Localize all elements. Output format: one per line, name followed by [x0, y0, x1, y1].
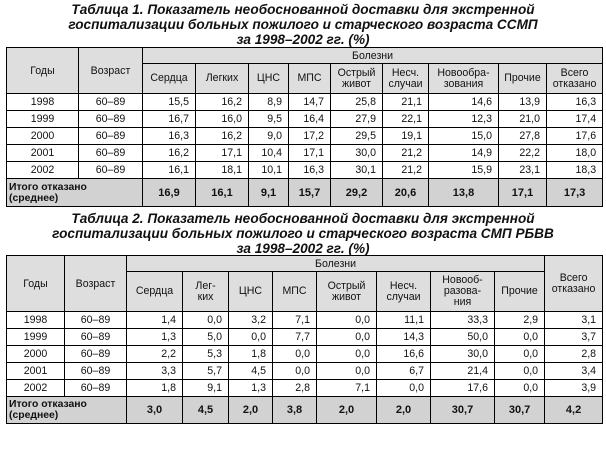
value-cell: 16,2	[196, 94, 249, 111]
year-cell: 2001	[7, 363, 65, 380]
value-cell: 16,0	[196, 111, 249, 128]
table1-subheader: Легких	[196, 64, 249, 94]
age-cell: 60–89	[79, 94, 143, 111]
value-cell: 0,0	[317, 312, 377, 329]
value-cell: 1,3	[127, 329, 183, 346]
table2-total-cell: 3,0	[127, 397, 183, 424]
table1-total-cell: 13,8	[429, 179, 499, 207]
value-cell: 9,5	[249, 111, 289, 128]
value-cell: 15,9	[429, 162, 499, 179]
table1-total-cell: 17,3	[547, 179, 603, 207]
value-cell: 7,1	[273, 312, 317, 329]
year-cell: 1998	[7, 94, 79, 111]
value-cell: 14,7	[289, 94, 331, 111]
value-cell: 22,1	[383, 111, 429, 128]
value-cell: 5,3	[183, 346, 229, 363]
year-cell: 2002	[7, 380, 65, 397]
table1-total-cell: 16,9	[143, 179, 196, 207]
table2-subheader: Острый живот	[317, 272, 377, 312]
age-cell: 60–89	[65, 363, 127, 380]
value-cell: 13,9	[499, 94, 547, 111]
value-cell: 1,4	[127, 312, 183, 329]
value-cell: 3,1	[545, 312, 603, 329]
value-cell: 17,2	[289, 128, 331, 145]
value-cell: 9,0	[249, 128, 289, 145]
value-cell: 0,0	[377, 380, 431, 397]
table1-subheader: Сердца	[143, 64, 196, 94]
value-cell: 1,8	[229, 346, 273, 363]
table1-title-line: Таблица 1. Показатель необоснованной доставки для экстренной	[71, 2, 535, 17]
table1-header-age: Возраст	[79, 48, 143, 94]
value-cell: 10,1	[249, 162, 289, 179]
age-cell: 60–89	[65, 346, 127, 363]
table2-total-cell: 2,0	[229, 397, 273, 424]
table2-subheader: Новооб- разова- ния	[431, 272, 495, 312]
value-cell: 22,2	[499, 145, 547, 162]
value-cell: 17,6	[547, 128, 603, 145]
value-cell: 2,2	[127, 346, 183, 363]
table2-total-cell: 30,7	[495, 397, 545, 424]
value-cell: 2,8	[545, 346, 603, 363]
table-row	[7, 128, 603, 145]
value-cell: 0,0	[495, 329, 545, 346]
value-cell: 0,0	[183, 312, 229, 329]
table1-total-row	[7, 179, 603, 207]
year-cell: 1999	[7, 111, 79, 128]
value-cell: 21,2	[383, 145, 429, 162]
value-cell: 0,0	[317, 363, 377, 380]
value-cell: 7,7	[273, 329, 317, 346]
value-cell: 5,0	[183, 329, 229, 346]
value-cell: 16,3	[547, 94, 603, 111]
value-cell: 18,1	[196, 162, 249, 179]
value-cell: 11,1	[377, 312, 431, 329]
table1-total-cell: 9,1	[249, 179, 289, 207]
value-cell: 2,9	[495, 312, 545, 329]
value-cell: 14,9	[429, 145, 499, 162]
table2-subheader: Сердца	[127, 272, 183, 312]
table1-total-cell: 16,1	[196, 179, 249, 207]
table2-header-diseases: Болезни	[127, 256, 545, 272]
table2-subheader: Лег- ких	[183, 272, 229, 312]
table2-header-year: Годы	[7, 256, 65, 312]
table-row	[7, 111, 603, 128]
value-cell: 3,9	[545, 380, 603, 397]
table-row	[7, 329, 603, 346]
table1-total-cell: 17,1	[499, 179, 547, 207]
table-row	[7, 363, 603, 380]
table1-header-year: Годы	[7, 48, 79, 94]
table2-subheader: МПС	[273, 272, 317, 312]
value-cell: 16,6	[377, 346, 431, 363]
table2-total-cell: 4,2	[545, 397, 603, 424]
table2-total-cell: 30,7	[431, 397, 495, 424]
table1-total-cell: 29,2	[331, 179, 383, 207]
value-cell: 12,3	[429, 111, 499, 128]
value-cell: 15,5	[143, 94, 196, 111]
table1-title	[0, 0, 606, 47]
value-cell: 3,2	[229, 312, 273, 329]
table1-subheader: МПС	[289, 64, 331, 94]
table2-total-label: Итого отказано (среднее)	[7, 397, 127, 424]
table-row	[7, 94, 603, 111]
value-cell: 23,1	[499, 162, 547, 179]
table2-header-total: Всего отказано	[545, 256, 603, 312]
table2-title	[0, 207, 606, 255]
table2-total-row	[7, 397, 603, 424]
table2-total-cell: 3,8	[273, 397, 317, 424]
value-cell: 0,0	[273, 346, 317, 363]
value-cell: 27,8	[499, 128, 547, 145]
value-cell: 16,2	[143, 145, 196, 162]
value-cell: 30,1	[331, 162, 383, 179]
value-cell: 1,8	[127, 380, 183, 397]
value-cell: 4,5	[229, 363, 273, 380]
year-cell: 2000	[7, 346, 65, 363]
value-cell: 3,4	[545, 363, 603, 380]
value-cell: 7,1	[317, 380, 377, 397]
value-cell: 16,2	[196, 128, 249, 145]
age-cell: 60–89	[65, 380, 127, 397]
table1-subheader: Новообра- зования	[429, 64, 499, 94]
year-cell: 2002	[7, 162, 79, 179]
value-cell: 3,3	[127, 363, 183, 380]
value-cell: 21,1	[383, 94, 429, 111]
table2-subheader: Прочие	[495, 272, 545, 312]
table-row	[7, 162, 603, 179]
table1-subheader: Несч. случаи	[383, 64, 429, 94]
table1-total-cell: 15,7	[289, 179, 331, 207]
table1-body	[7, 94, 603, 179]
value-cell: 0,0	[317, 346, 377, 363]
value-cell: 0,0	[317, 329, 377, 346]
table2-total-cell: 2,0	[377, 397, 431, 424]
value-cell: 18,0	[547, 145, 603, 162]
year-cell: 1999	[7, 329, 65, 346]
value-cell: 30,0	[331, 145, 383, 162]
age-cell: 60–89	[79, 128, 143, 145]
table2-header-age: Возраст	[65, 256, 127, 312]
value-cell: 29,5	[331, 128, 383, 145]
value-cell: 21,2	[383, 162, 429, 179]
value-cell: 0,0	[273, 363, 317, 380]
value-cell: 0,0	[229, 329, 273, 346]
value-cell: 0,0	[495, 346, 545, 363]
value-cell: 8,9	[249, 94, 289, 111]
value-cell: 25,8	[331, 94, 383, 111]
age-cell: 60–89	[79, 162, 143, 179]
table2	[6, 255, 603, 424]
table1-title-line: госпитализации больных пожилого и старческого возраста ССМП	[68, 17, 538, 32]
value-cell: 6,7	[377, 363, 431, 380]
table1-subheader: ЦНС	[249, 64, 289, 94]
value-cell: 21,0	[499, 111, 547, 128]
year-cell: 2001	[7, 145, 79, 162]
value-cell: 16,3	[143, 128, 196, 145]
table1-total-label: Итого отказано (среднее)	[7, 179, 143, 207]
value-cell: 9,1	[183, 380, 229, 397]
value-cell: 50,0	[431, 329, 495, 346]
value-cell: 3,7	[545, 329, 603, 346]
table1	[6, 47, 603, 207]
value-cell: 16,1	[143, 162, 196, 179]
value-cell: 17,1	[196, 145, 249, 162]
age-cell: 60–89	[79, 145, 143, 162]
value-cell: 18,3	[547, 162, 603, 179]
table2-body	[7, 312, 603, 397]
table1-subheader: Острый живот	[331, 64, 383, 94]
value-cell: 27,9	[331, 111, 383, 128]
value-cell: 0,0	[495, 380, 545, 397]
table2-total-cell: 2,0	[317, 397, 377, 424]
value-cell: 0,0	[495, 363, 545, 380]
table1-subheader: Прочие	[499, 64, 547, 94]
value-cell: 14,6	[429, 94, 499, 111]
value-cell: 14,3	[377, 329, 431, 346]
table-row	[7, 380, 603, 397]
age-cell: 60–89	[79, 111, 143, 128]
value-cell: 17,4	[547, 111, 603, 128]
year-cell: 2000	[7, 128, 79, 145]
value-cell: 17,1	[289, 145, 331, 162]
table-row	[7, 145, 603, 162]
value-cell: 16,3	[289, 162, 331, 179]
table1-title-line: за 1998–2002 гг. (%)	[236, 32, 370, 47]
value-cell: 33,3	[431, 312, 495, 329]
value-cell: 17,6	[431, 380, 495, 397]
table1-subheader: Всего отказано	[547, 64, 603, 94]
age-cell: 60–89	[65, 312, 127, 329]
value-cell: 1,3	[229, 380, 273, 397]
table1-total-cell: 20,6	[383, 179, 429, 207]
value-cell: 16,7	[143, 111, 196, 128]
table2-subheader: Несч. случаи	[377, 272, 431, 312]
age-cell: 60–89	[65, 329, 127, 346]
value-cell: 5,7	[183, 363, 229, 380]
table-row	[7, 312, 603, 329]
value-cell: 16,4	[289, 111, 331, 128]
table2-title-line: за 1998–2002 гг. (%)	[236, 241, 370, 256]
table2-title-line: Таблица 2. Показатель необоснованной доставки для экстренной	[71, 211, 535, 226]
value-cell: 21,4	[431, 363, 495, 380]
table2-total-cell: 4,5	[183, 397, 229, 424]
value-cell: 10,4	[249, 145, 289, 162]
value-cell: 2,8	[273, 380, 317, 397]
value-cell: 15,0	[429, 128, 499, 145]
value-cell: 19,1	[383, 128, 429, 145]
table-row	[7, 346, 603, 363]
value-cell: 30,0	[431, 346, 495, 363]
table2-title-line: госпитализации больных пожилого и старческого возраста СМП РБВВ	[52, 226, 554, 241]
year-cell: 1998	[7, 312, 65, 329]
table1-header-diseases: Болезни	[143, 48, 603, 64]
table2-subheader: ЦНС	[229, 272, 273, 312]
